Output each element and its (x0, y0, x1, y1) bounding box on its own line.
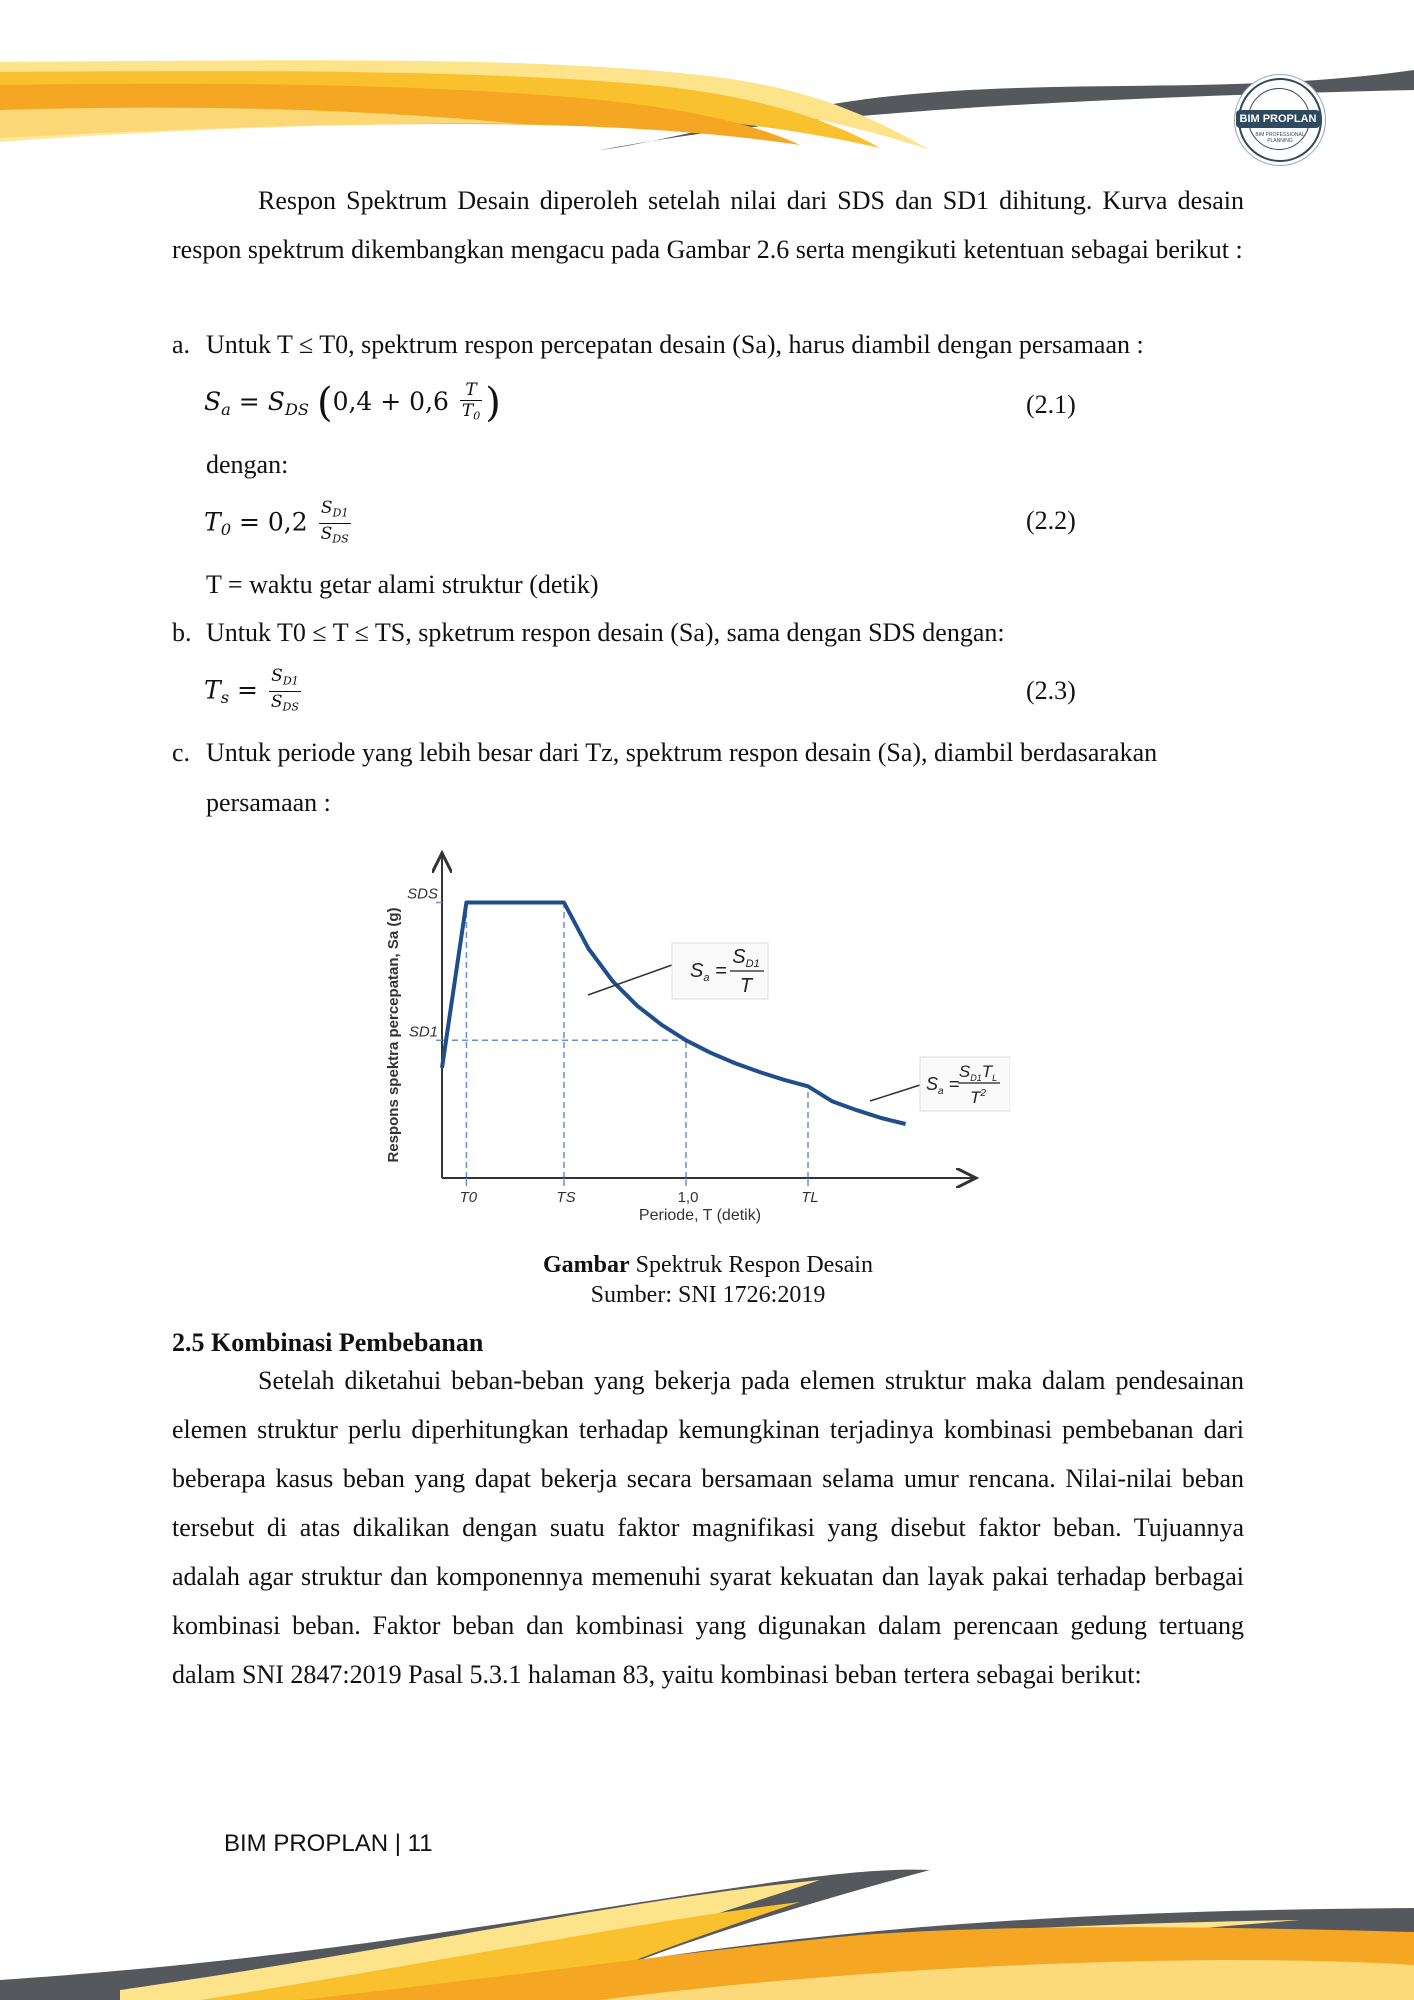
equation-2-1 (204, 380, 501, 427)
item-a-text: Untuk T ≤ T0, spektrum respon percepatan desain (Sa), harus diambil dengan persamaan : (206, 330, 1144, 359)
annotation-1-num: $S_{D1}$ (732, 946, 760, 970)
figure-caption-text: Spektruk Respon Desain (629, 1252, 873, 1278)
item-b-text: Untuk T0 ≤ T ≤ TS, spketrum respon desain (Sa), sama dengan SDS dengan: (206, 618, 1005, 647)
item-c-text-continued: persamaan : (206, 788, 331, 817)
tick-label-tick-1-0: 1,0 (677, 1189, 699, 1206)
x-axis-title: Periode, T (detik) (638, 1207, 762, 1224)
footer-separator: | (394, 1830, 401, 1857)
annotation-2-leader (870, 1085, 920, 1101)
eq1-frac-den-sub: 0 (473, 409, 481, 423)
section-paragraph: Setelah diketahui beban-beban yang bekerja pada elemen struktur maka dalam pendesainan elemen struktur perlu diperhitungkan terhadap kemungkinan terjadinya kombinasi pembebanan dari beberapa kasus beban yang dapat bekerja secara bersamaan selama umur rencana. Nilai-nilai beban tersebut di atas dikalikan dengan suatu faktor magnifikasi yang disebut faktor beban. Tujuannya adalah agar struktur dan komponennya memenuhi syarat kekuatan dan layak pakai terhadap berbagai kombinasi beban. Faktor beban dan kombinasi yang digunakan dalam perencaan gedung tertuang dalam SNI 2847:2019 Pasal 5.3.1 halaman 83, yaitu kombinasi beban tertera sebagai berikut: (172, 1366, 1244, 1689)
eq2-lhs: T (204, 507, 221, 537)
equation-2-3 (204, 666, 304, 718)
equation-number-2-1: (2.1) (1026, 390, 1076, 419)
eq1-body: 0,4 + 0,6 (332, 387, 449, 416)
item-b (172, 616, 1005, 650)
logo-text: BIM PROPLAN (1236, 110, 1320, 128)
eq3-num: S (271, 666, 283, 686)
eq1-equals: = (238, 387, 260, 416)
eq1-lhs: S (204, 387, 222, 416)
equation-number-2-2: (2.2) (1026, 506, 1076, 535)
eq1-coef: S (267, 387, 285, 416)
eq3-den: S (270, 692, 283, 713)
bim-proplan-logo (1238, 78, 1322, 162)
eq3-den-sub: DS (282, 700, 299, 714)
eq3-equals: = (236, 675, 258, 705)
equation-number-2-3: (2.3) (1026, 676, 1076, 705)
eq2-num: S (320, 498, 333, 518)
tick-label-tick-ts: TS (556, 1189, 576, 1206)
eq3-lhs-sub: s (220, 688, 230, 708)
annotation-2-den: $T^2$ (970, 1088, 986, 1107)
footer-brand: BIM PROPLAN (224, 1830, 389, 1857)
eq2-den-sub: DS (332, 532, 349, 546)
page-number: 11 (407, 1830, 433, 1857)
eq1-lhs-sub: a (221, 399, 231, 419)
t-definition: T = waktu getar alami struktur (detik) (206, 570, 599, 599)
eq1-frac-num: T (460, 380, 482, 401)
tick-label-sd1: SD1 (408, 1023, 438, 1041)
eq1-frac-den: T (461, 401, 474, 422)
eq3-lhs: T (204, 675, 221, 705)
tick-label-tick-tl: TL (801, 1189, 819, 1206)
figure-source: Sumber: SNI 1726:2019 (590, 1282, 826, 1308)
tick-label-sds: SDS (407, 885, 438, 903)
eq3-num-sub: D1 (282, 674, 299, 688)
eq1-close-paren: ) (485, 380, 501, 426)
tick-label-tick-t0: T0 (459, 1189, 478, 1206)
header-banner (0, 0, 1414, 185)
eq2-den: S (320, 524, 333, 545)
eq2-equals: = (238, 507, 260, 537)
eq2-num-sub: D1 (332, 506, 349, 520)
spectrum-curve (442, 903, 906, 1125)
equation-2-2 (204, 498, 354, 550)
y-axis-title: Respons spektra percepatan, Sa (g) (385, 907, 402, 1163)
item-b-label: b. (172, 618, 192, 647)
annotation-1-lhs: $S_a$ = (690, 960, 727, 984)
intro-paragraph: Respon Spektrum Desain diperoleh setelah nilai dari SDS dan SD1 dihitung. Kurva desain respon spektrum dikembangkan mengacu pada Gambar 2.6 serta mengikuti ketentuan sebagai berikut : (172, 186, 1244, 264)
eq1-open-paren: ( (316, 380, 333, 426)
footer-banner (0, 1850, 1414, 2000)
section-heading: 2.5 Kombinasi Pembebanan (172, 1328, 484, 1357)
annotation-1-den: T (739, 975, 753, 997)
eq2-coef: 0,2 (267, 507, 308, 537)
item-c (172, 736, 1157, 770)
eq2-lhs-sub: 0 (220, 520, 232, 540)
annotation-1-leader (588, 965, 672, 995)
item-c-text: Untuk periode yang lebih besar dari Tz, spektrum respon desain (Sa), diambil berdasarakan (206, 738, 1158, 767)
annotation-2-lhs: $S_a$ = (926, 1074, 960, 1097)
response-spectrum-chart (370, 845, 1010, 1235)
figure-caption (172, 1252, 1244, 1279)
annotation-2-num: $S_{D1}T_L$ (958, 1062, 998, 1083)
dengan-label: dengan: (206, 450, 289, 479)
item-c-label: c. (172, 738, 191, 767)
eq1-fraction (460, 380, 482, 426)
eq2-fraction (319, 498, 351, 550)
item-a (172, 328, 1144, 362)
eq1-coef-sub: DS (284, 399, 310, 419)
eq3-fraction (269, 666, 301, 718)
figure-caption-bold: Gambar (543, 1252, 630, 1278)
logo-subtext: BIM PROFESSIONAL PLANNING (1255, 132, 1305, 144)
item-a-label: a. (172, 330, 191, 359)
